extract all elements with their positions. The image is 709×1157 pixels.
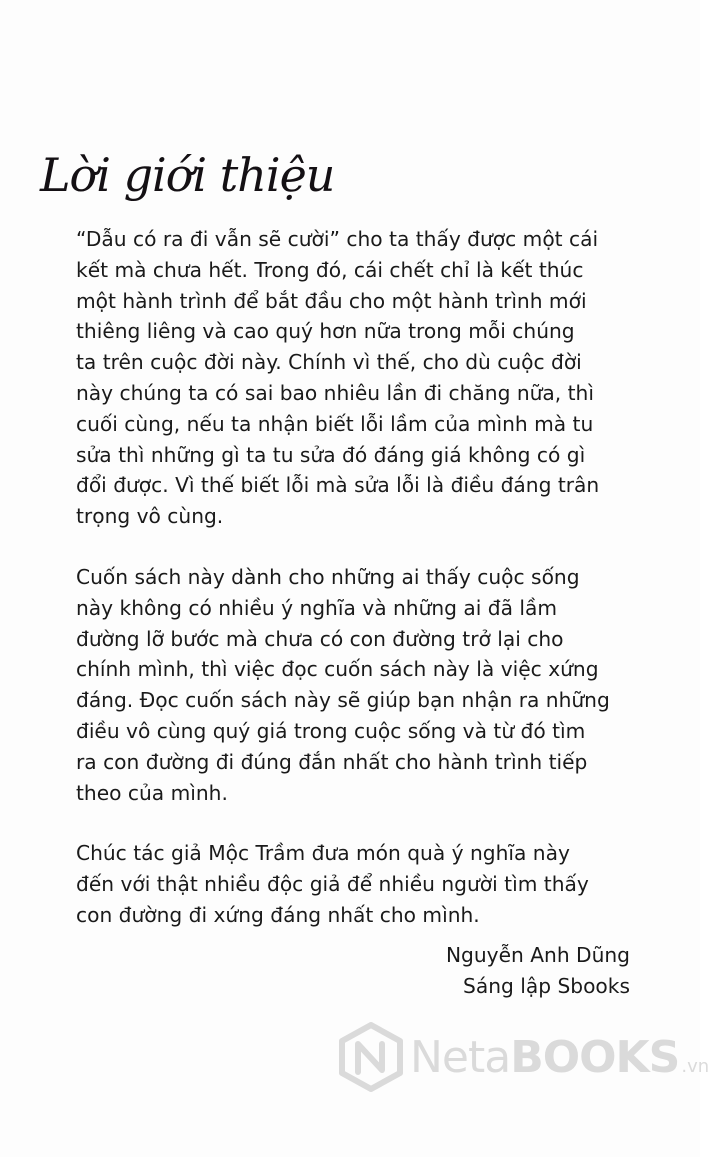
page-title: Lời giới thiệu [40, 148, 335, 202]
text-line: Chúc tác giả Mộc Trầm đưa món quà ý nghĩa này [76, 841, 570, 866]
text-line: điều vô cùng quý giá trong cuộc sống và từ đó tìm [76, 718, 586, 743]
text-line: này không có nhiều ý nghĩa và những ai đã lầm [76, 595, 558, 620]
watermark-brand [410, 1032, 679, 1083]
text-line: kết mà chưa hết. Trong đó, cái chết chỉ là kết thúc [76, 257, 584, 282]
text-line: đường lỡ bước mà chưa có con đường trở lại cho [76, 626, 564, 651]
watermark [338, 1022, 709, 1092]
text-line: chính mình, thì việc đọc cuốn sách này là việc xứng [76, 657, 599, 682]
watermark-brand-suffix: BOOKS [510, 1031, 680, 1083]
text-line: thiêng liêng và cao quý hơn nữa trong mỗi chúng [76, 319, 575, 344]
body-text [76, 224, 636, 961]
text-line: ta trên cuộc đời này. Chính vì thế, cho dù cuộc đời [76, 350, 582, 375]
text-line: đáng. Đọc cuốn sách này sẽ giúp bạn nhận ra những [76, 688, 610, 713]
signature-block [446, 940, 630, 1002]
text-line: sửa thì những gì ta tu sửa đó đáng giá không có gì [76, 442, 586, 467]
text-line: “Dẫu có ra đi vẫn sẽ cười” cho ta thấy được một cái [76, 227, 599, 251]
watermark-brand-prefix: Neta [410, 1031, 511, 1083]
signature-name: Nguyễn Anh Dũng [445, 943, 630, 967]
text-line: đổi được. Vì thế biết lỗi mà sửa lỗi là điều đáng trân [76, 473, 600, 498]
paragraph-1 [76, 224, 636, 532]
signature-role: Sáng lập Sbooks [463, 974, 630, 998]
text-line: này chúng ta có sai bao nhiêu lần đi chăng nữa, thì [76, 380, 594, 405]
text-line: Cuốn sách này dành cho những ai thấy cuộc sống [76, 564, 580, 589]
paragraph-2 [76, 562, 636, 808]
paragraph-3 [76, 838, 636, 930]
text-line: cuối cùng, nếu ta nhận biết lỗi lầm của mình mà tu [76, 411, 594, 436]
text-line: con đường đi xứng đáng nhất cho mình. [76, 902, 480, 927]
text-line: ra con đường đi đúng đắn nhất cho hành trình tiếp [76, 749, 588, 774]
watermark-domain: .vn [681, 1055, 709, 1077]
text-line: một hành trình để bắt đầu cho một hành trình mới [76, 288, 587, 313]
text-line: trọng vô cùng. [76, 504, 224, 529]
netabooks-logo-icon [338, 1022, 404, 1092]
text-line: theo của mình. [76, 780, 228, 805]
text-line: đến với thật nhiều độc giả để nhiều người tìm thấy [76, 872, 589, 897]
